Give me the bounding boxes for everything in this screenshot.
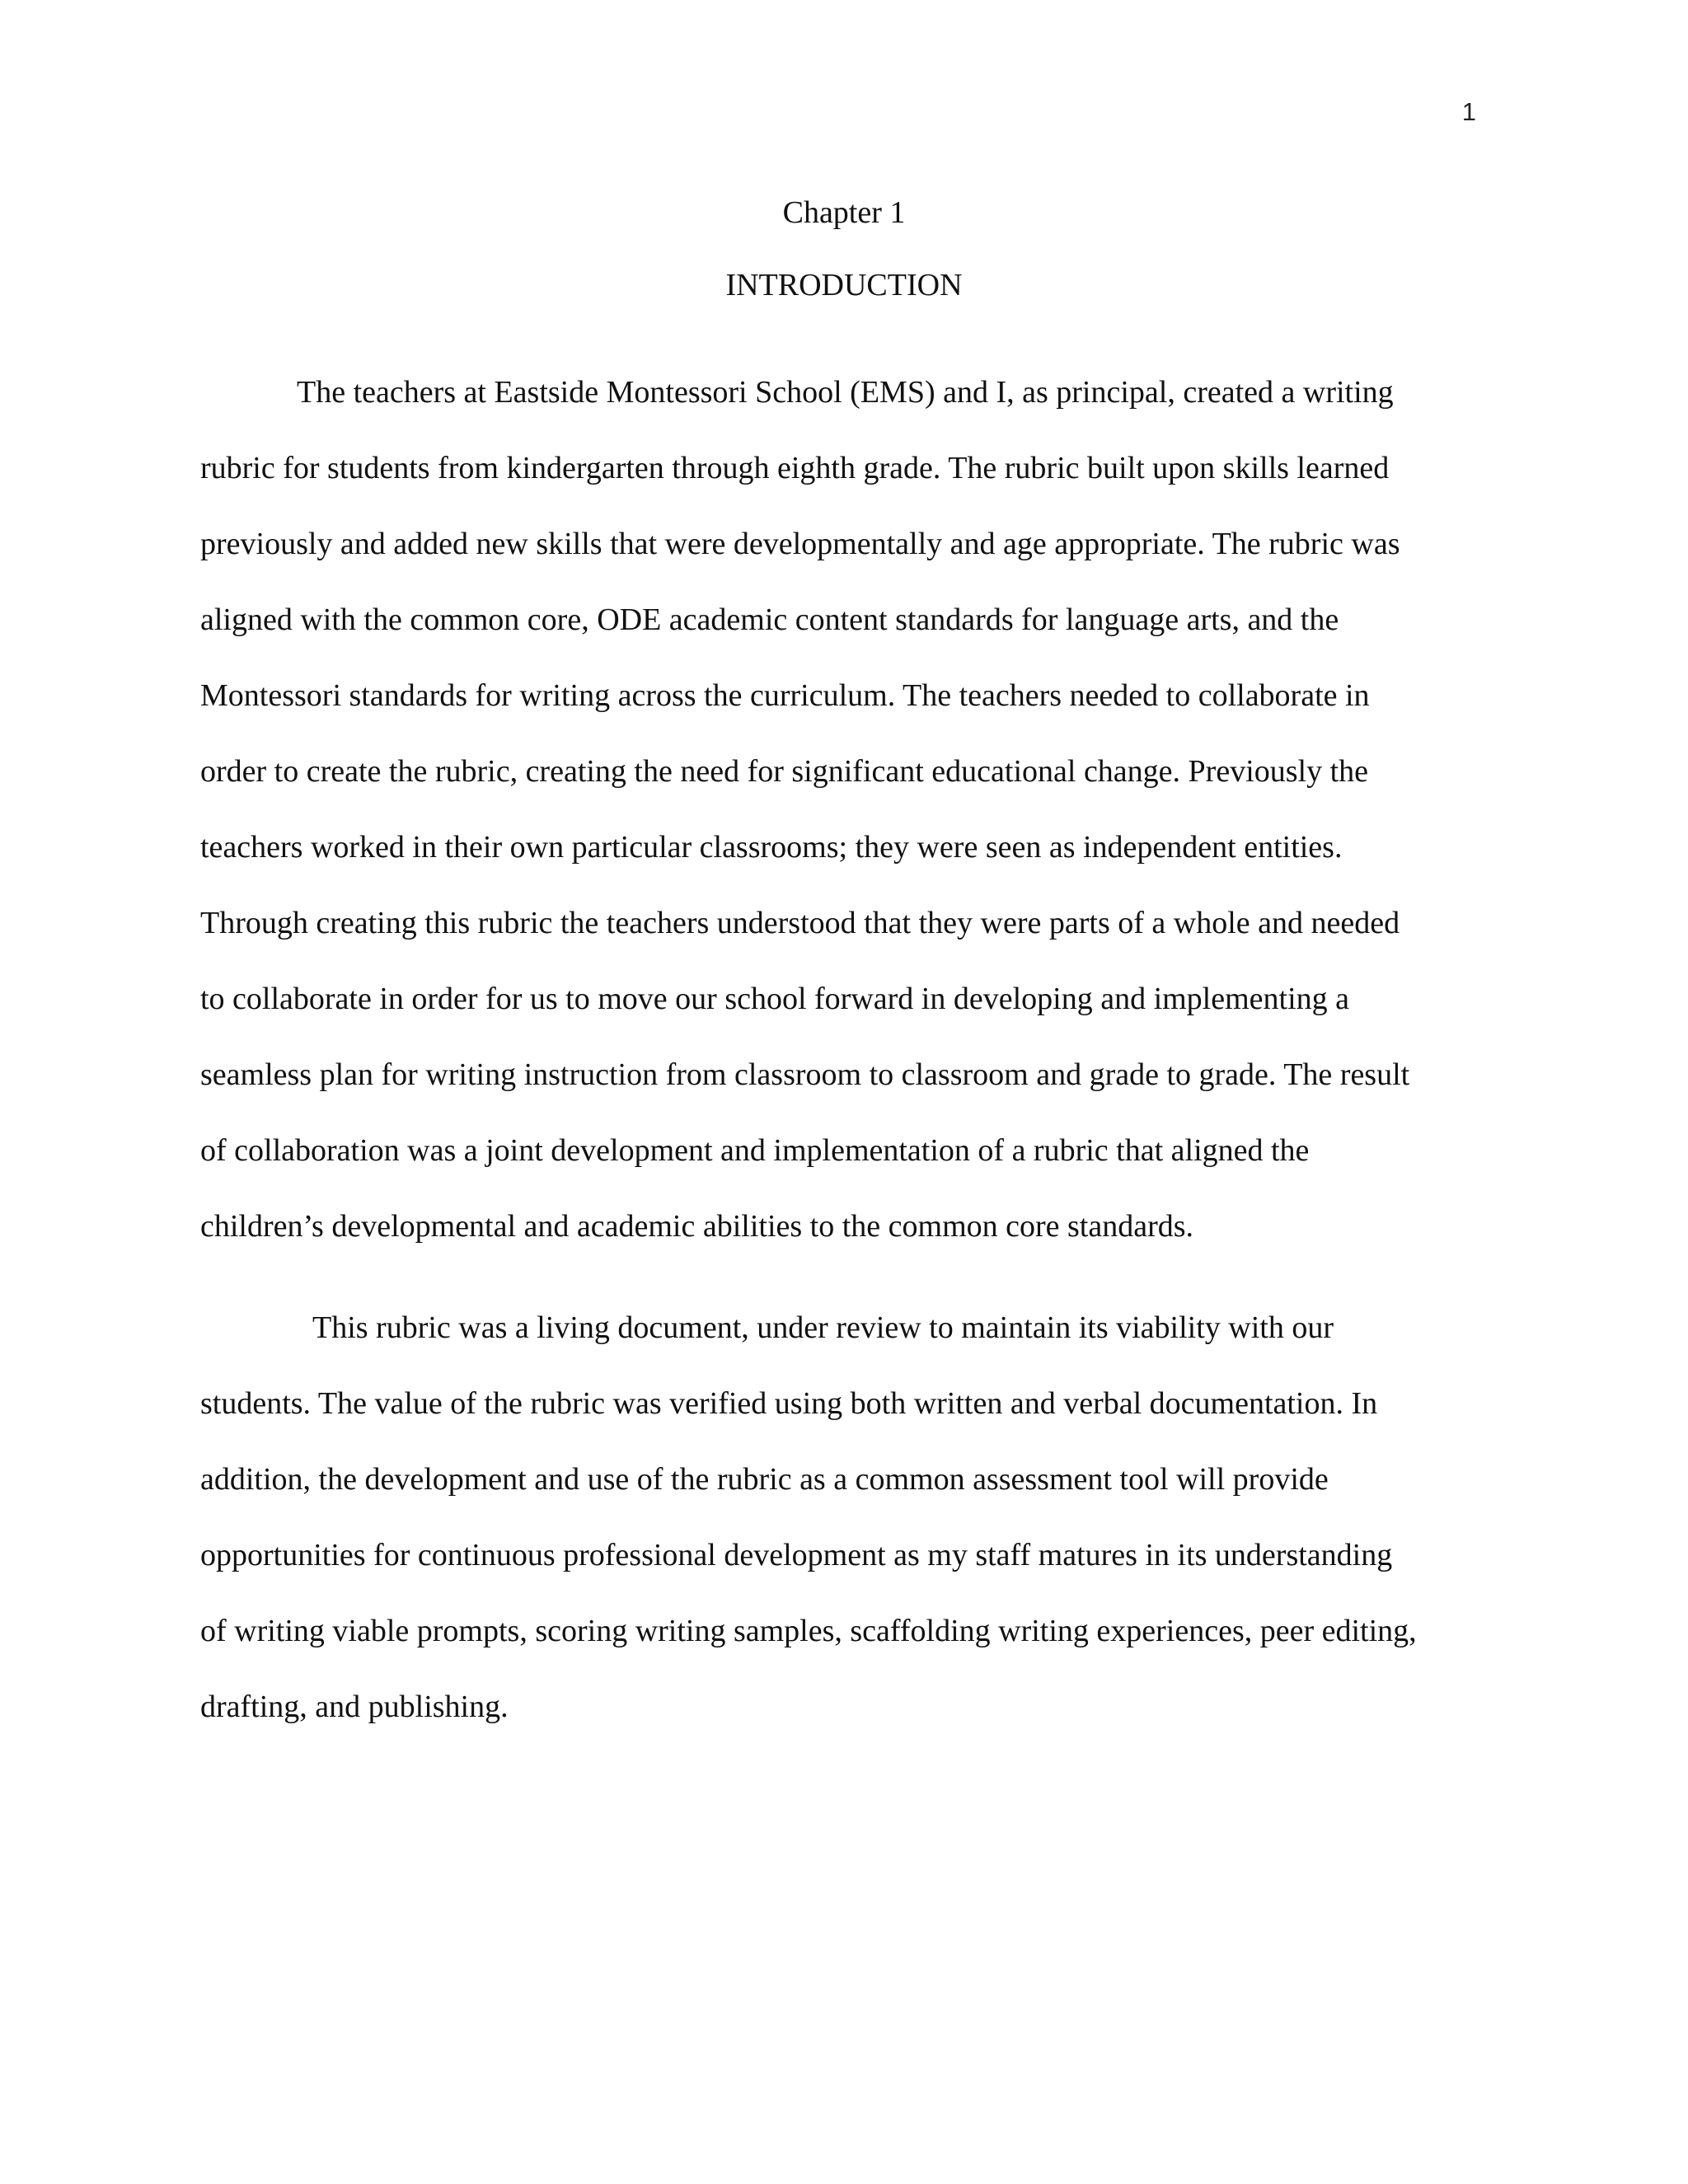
page-number: 1: [1461, 97, 1476, 126]
text-line: of writing viable prompts, scoring writing samples, scaffolding writing experiences, peer editing,: [200, 1614, 1417, 1648]
text-line: Montessori standards for writing across the curriculum. The teachers needed to collaborate in: [200, 678, 1370, 713]
text-line: opportunities for continuous professional development as my staff matures in its understanding: [200, 1538, 1393, 1572]
paragraph-1: [200, 354, 1486, 1264]
text-line: aligned with the common core, ODE academic content standards for language arts, and the: [200, 602, 1339, 637]
paragraph-2: [200, 1290, 1486, 1745]
section-title: INTRODUCTION: [725, 268, 963, 302]
text-line: students. The value of the rubric was verified using both written and verbal documentation. In: [200, 1386, 1378, 1421]
text-line: rubric for students from kindergarten through eighth grade. The rubric built upon skills learned: [200, 451, 1390, 485]
text-line: order to create the rubric, creating the need for significant educational change. Previously the: [200, 754, 1369, 789]
text-line: of collaboration was a joint development and implementation of a rubric that aligned the: [200, 1133, 1310, 1168]
text-line: Through creating this rubric the teachers understood that they were parts of a whole and needed: [200, 906, 1400, 940]
text-line: teachers worked in their own particular classrooms; they were seen as independent entities.: [200, 830, 1343, 865]
text-line: addition, the development and use of the rubric as a common assessment tool will provide: [200, 1462, 1329, 1497]
text-line: previously and added new skills that were developmentally and age appropriate. The rubric was: [200, 527, 1400, 561]
text-line: This rubric was a living document, under review to maintain its viability with our: [312, 1310, 1334, 1345]
text-line: children’s developmental and academic abilities to the common core standards.: [200, 1209, 1194, 1244]
text-line: seamless plan for writing instruction from classroom to classroom and grade to grade. The result: [200, 1057, 1410, 1092]
text-line: to collaborate in order for us to move our school forward in developing and implementing a: [200, 982, 1350, 1016]
text-line: drafting, and publishing.: [200, 1690, 509, 1724]
chapter-heading: Chapter 1: [782, 195, 906, 230]
text-line: The teachers at Eastside Montessori School (EMS) and I, as principal, created a writing: [297, 375, 1394, 410]
